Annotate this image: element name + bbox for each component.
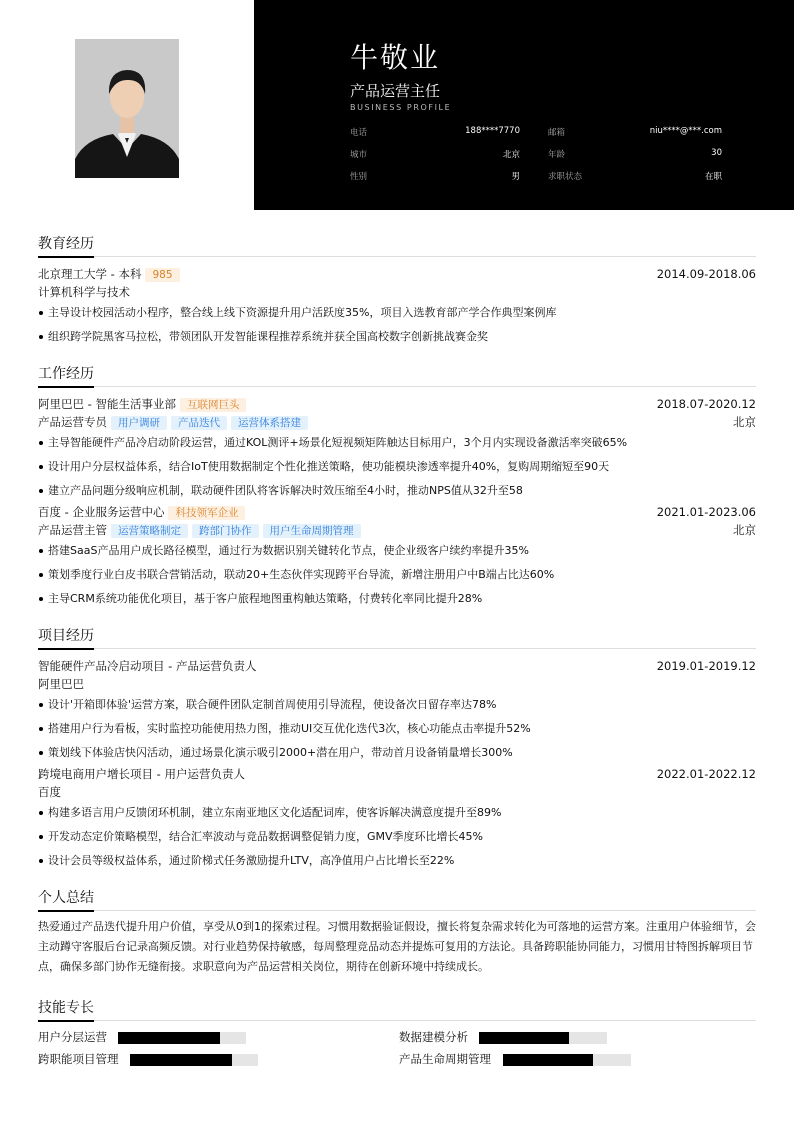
skill-tag: 产品迭代 — [171, 416, 227, 430]
list-item: 构建多语言用户反馈闭环机制，建立东南亚地区文化适配词库，使客诉解决满意度提升至89% — [38, 801, 756, 825]
education-date: 2014.09-2018.06 — [656, 267, 756, 281]
major: 计算机科学与技术 — [38, 285, 130, 299]
summary-section — [38, 887, 756, 977]
job-header — [38, 503, 756, 521]
list-item: 搭建SaaS产品用户成长路径模型，通过行为数据识别关键转化节点，使企业级客户续约率提升35% — [38, 539, 756, 563]
skill-bar-fill — [479, 1032, 569, 1044]
skill-item — [399, 1051, 491, 1067]
list-item: 搭建用户行为看板，实时监控功能使用热力图，推动UI交互优化迭代3次，核心功能点击率提升52% — [38, 717, 756, 741]
skill-bar-fill — [503, 1054, 593, 1066]
job-bullets — [38, 539, 756, 611]
job-title: 产品运营主任 — [350, 82, 441, 100]
company-tag: 科技领军企业 — [168, 506, 245, 520]
summary-text: 热爱通过产品迭代提升用户价值，享受从0到1的探索过程。习惯用数据验证假设，擅长将复杂需求转化为可落地的运营方案。注重用户体验细节，会主动蹲守客服后台记录高频反馈。对行业趋势保持敏感，每周整理竞品动态并提炼可复用的方法论。具备跨职能协同能力，习惯用甘特图拆解项目节点，确保多部门协作无缝衔接。求职意向为产品运营相关岗位，期待在创新环境中持续成长。 — [38, 920, 756, 973]
job-role: 产品运营主管 — [38, 523, 107, 537]
contact-info — [350, 126, 722, 192]
job-date: 2018.07-2020.12 — [656, 397, 756, 411]
skill-tag: 跨部门协作 — [192, 524, 259, 538]
project-date: 2019.01-2019.12 — [656, 659, 756, 673]
section-title: 工作经历 — [38, 363, 756, 387]
project-bullets — [38, 801, 756, 873]
skill-item — [399, 1029, 468, 1045]
company-name: 阿里巴巴 - 智能生活事业部 — [38, 397, 176, 411]
list-item: 开发动态定价策略模型，结合汇率波动与竞品数据调整促销力度，GMV季度环比增长45% — [38, 825, 756, 849]
company-tag: 互联网巨头 — [180, 398, 247, 412]
skill-bar — [118, 1032, 246, 1044]
job-header — [38, 395, 756, 413]
list-item: 主导智能硬件产品冷启动阶段运营，通过KOL测评+场景化短视频矩阵触达目标用户，3个月内实现设备激活率突破65% — [38, 431, 756, 455]
skill-item — [38, 1051, 119, 1067]
profile-photo — [75, 39, 179, 178]
list-item: 主导CRM系统功能优化项目，基于客户旅程地图重构触达策略，付费转化率同比提升28% — [38, 587, 756, 611]
section-title: 个人总结 — [38, 887, 756, 911]
list-item: 策划线下体验店快闪活动，通过场景化演示吸引2000+潜在用户，带动首月设备销量增长300% — [38, 741, 756, 765]
job-role-row — [38, 413, 756, 431]
skill-bar — [130, 1054, 258, 1066]
skill-bar — [503, 1054, 631, 1066]
project-name: 智能硬件产品冷启动项目 - 产品运营负责人 — [38, 659, 257, 673]
info-row — [350, 148, 722, 170]
education-section — [38, 233, 756, 349]
job-role: 产品运营专员 — [38, 415, 107, 429]
school-tag: 985 — [145, 268, 179, 282]
work-section — [38, 363, 756, 611]
skill-name: 产品生命周期管理 — [399, 1052, 491, 1066]
header-panel — [254, 0, 794, 210]
skill-bar-fill — [130, 1054, 232, 1066]
project-org: 阿里巴巴 — [38, 677, 84, 691]
city-label: 城市 — [350, 150, 368, 160]
email-value: niu****@***.com — [649, 126, 722, 136]
info-row — [350, 126, 722, 148]
age-value: 30 — [711, 148, 722, 158]
status-value: 在职 — [704, 172, 722, 182]
skill-tag: 用户调研 — [111, 416, 167, 430]
education-bullets — [38, 301, 756, 349]
skill-tag: 运营策略制定 — [111, 524, 188, 538]
list-item: 建立产品问题分级响应机制，联动硬件团队将客诉解决时效压缩至4小时，推动NPS值从32升至58 — [38, 479, 756, 503]
section-title: 技能专长 — [38, 997, 756, 1021]
skill-bar — [479, 1032, 607, 1044]
skills-section — [38, 997, 756, 1077]
age-label: 年龄 — [548, 150, 566, 160]
list-item: 设计'开箱即体验'运营方案，联合硬件团队定制首周使用引导流程，使设备次日留存率达78% — [38, 693, 756, 717]
skill-tag: 运营体系搭建 — [231, 416, 308, 430]
phone-label: 电话 — [350, 128, 368, 138]
school-name: 北京理工大学 - 本科 — [38, 267, 142, 281]
phone-value: 188****7770 — [465, 126, 520, 136]
job-city: 北京 — [733, 523, 756, 537]
list-item: 设计会员等级权益体系，通过阶梯式任务激励提升LTV，高净值用户占比增长至22% — [38, 849, 756, 873]
status-label: 求职状态 — [548, 172, 583, 182]
project-header — [38, 657, 756, 675]
project-name: 跨境电商用户增长项目 - 用户运营负责人 — [38, 767, 245, 781]
gender-label: 性别 — [350, 172, 368, 182]
email-label: 邮箱 — [548, 128, 566, 138]
job-date: 2021.01-2023.06 — [656, 505, 756, 519]
job-city: 北京 — [733, 415, 756, 429]
project-org: 百度 — [38, 785, 61, 799]
skill-item — [38, 1029, 107, 1045]
skill-tag: 用户生命周期管理 — [263, 524, 361, 538]
city-value: 北京 — [502, 150, 520, 160]
education-header — [38, 265, 756, 283]
project-header — [38, 765, 756, 783]
company-name: 百度 - 企业服务运营中心 — [38, 505, 165, 519]
section-title: 教育经历 — [38, 233, 756, 257]
project-bullets — [38, 693, 756, 765]
job-role-row — [38, 521, 756, 539]
skill-name: 数据建模分析 — [399, 1030, 468, 1044]
projects-section — [38, 625, 756, 873]
list-item: 策划季度行业白皮书联合营销活动，联动20+生态伙伴实现跨平台导流，新增注册用户中B端占比达60% — [38, 563, 756, 587]
gender-value: 男 — [511, 172, 520, 182]
candidate-name: 牛敬业 — [350, 41, 441, 74]
person-portrait-icon — [75, 39, 179, 178]
project-date: 2022.01-2022.12 — [656, 767, 756, 781]
list-item: 设计用户分层权益体系，结合IoT使用数据制定个性化推送策略，使功能模块渗透率提升40%，复购周期缩短至90天 — [38, 455, 756, 479]
job-bullets — [38, 431, 756, 503]
skill-name: 跨职能项目管理 — [38, 1052, 119, 1066]
list-item: 主导设计校园活动小程序，整合线上线下资源提升用户活跃度35%，项目入选教育部产学合作典型案例库 — [38, 301, 756, 325]
info-row — [350, 170, 722, 192]
header-subtitle: BUSINESS PROFILE — [350, 103, 452, 112]
list-item: 组织跨学院黑客马拉松，带领团队开发智能课程推荐系统并获全国高校数字创新挑战赛金奖 — [38, 325, 756, 349]
skill-name: 用户分层运营 — [38, 1030, 107, 1044]
skill-bar-fill — [118, 1032, 220, 1044]
section-title: 项目经历 — [38, 625, 756, 649]
